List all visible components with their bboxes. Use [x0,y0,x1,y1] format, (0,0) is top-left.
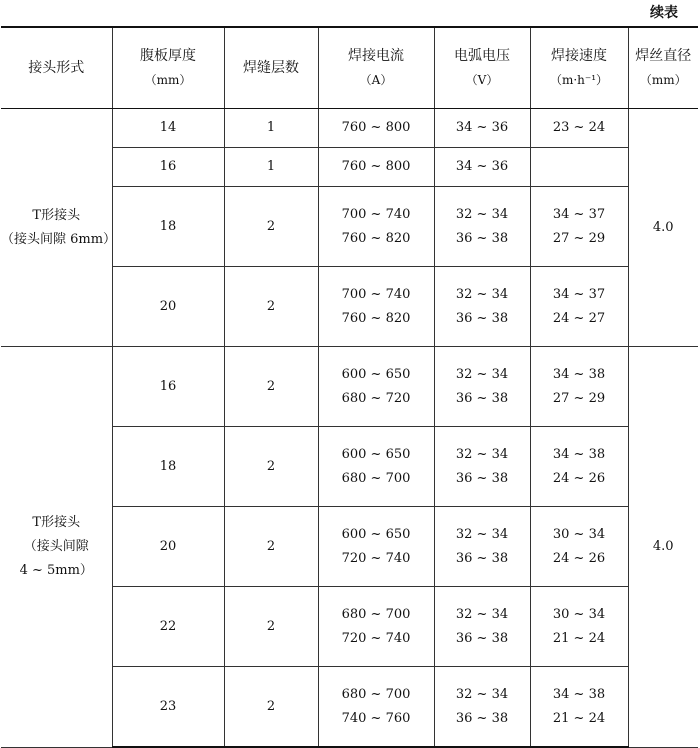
voltage-value: 32 ~ 34 [455,206,509,222]
header-web-thickness [112,27,224,109]
layers-cell: 2 [224,667,318,748]
thickness-cell: 14 [112,109,224,148]
speed-value: 24 ~ 27 [552,310,606,326]
voltage-value: 36 ~ 38 [455,310,509,326]
voltage-cell: 34 ~ 36 [434,109,530,148]
thickness-cell: 23 [112,667,224,748]
speed-value: 21 ~ 24 [552,630,606,646]
layers-cell: 2 [224,507,318,587]
voltage-cell: 34 ~ 36 [434,148,530,187]
voltage-value: 32 ~ 34 [455,526,509,542]
layers-cell: 1 [224,148,318,187]
layers-cell: 2 [224,347,318,427]
speed-cell [530,427,628,507]
header-name: 焊缝层数 [243,60,299,76]
voltage-value: 32 ~ 34 [455,366,509,382]
speed-value: 24 ~ 26 [552,550,606,566]
current-value: 760 ~ 820 [341,230,411,246]
header-joint-type [1,27,112,109]
header-unit: （A） [359,73,393,87]
header-unit: （m·h⁻¹） [549,73,609,87]
voltage-value: 36 ~ 38 [455,710,509,726]
voltage-cell [434,267,530,347]
current-cell [318,267,434,347]
header-arc-voltage [434,27,530,109]
layers-cell: 2 [224,267,318,347]
speed-value: 34 ~ 37 [552,206,606,222]
header-name: 电弧电压 [454,48,510,64]
current-value: 600 ~ 650 [341,526,411,542]
speed-value: 34 ~ 37 [552,286,606,302]
current-cell [318,587,434,667]
thickness-cell: 18 [112,187,224,267]
current-cell: 760 ~ 800 [318,109,434,148]
voltage-cell [434,347,530,427]
current-value: 680 ~ 720 [341,390,411,406]
voltage-cell [434,667,530,748]
layers-cell: 2 [224,587,318,667]
speed-value: 27 ~ 29 [552,230,606,246]
layers-cell: 2 [224,427,318,507]
speed-cell [530,347,628,427]
joint-gap-line: （接头间隙 6mm） [1,231,117,247]
voltage-value: 36 ~ 38 [455,470,509,486]
welding-parameters-table [1,26,698,748]
speed-value: 34 ~ 38 [552,686,606,702]
current-cell [318,667,434,748]
header-name: 焊接速度 [551,48,607,64]
header-name: 焊接电流 [348,48,404,64]
voltage-value: 32 ~ 34 [455,286,509,302]
speed-cell [530,148,628,187]
header-wire-diameter [628,27,698,109]
current-value: 600 ~ 650 [341,366,411,382]
voltage-value: 36 ~ 38 [455,230,509,246]
table-row [1,347,698,427]
layers-cell: 2 [224,187,318,267]
speed-value: 27 ~ 29 [552,390,606,406]
voltage-value: 32 ~ 34 [455,446,509,462]
header-row [1,27,698,109]
header-name: 接头形式 [28,60,85,76]
current-value: 740 ~ 760 [341,710,411,726]
speed-cell [530,187,628,267]
voltage-value: 32 ~ 34 [455,606,509,622]
speed-value: 21 ~ 24 [552,710,606,726]
voltage-cell [434,587,530,667]
current-cell [318,507,434,587]
current-value: 680 ~ 700 [341,686,411,702]
current-value: 680 ~ 700 [341,470,411,486]
joint-type-line: T形接头 [32,207,81,223]
wire-diameter-cell: 4.0 [628,109,698,347]
voltage-value: 32 ~ 34 [455,686,509,702]
joint-type-cell [1,109,117,347]
thickness-cell: 18 [112,427,224,507]
thickness-cell: 20 [112,507,224,587]
header-welding-current [318,27,434,109]
current-cell: 760 ~ 800 [318,148,434,187]
current-cell [318,427,434,507]
header-name: 焊丝直径 [635,48,692,64]
current-cell [318,347,434,427]
current-value: 760 ~ 820 [341,310,411,326]
thickness-cell: 16 [112,347,224,427]
current-value: 700 ~ 740 [341,286,411,302]
current-value: 680 ~ 700 [341,606,411,622]
current-value: 720 ~ 740 [341,550,411,566]
voltage-value: 36 ~ 38 [455,550,509,566]
speed-cell [530,587,628,667]
continued-label: 续表 [650,5,678,21]
wire-diameter-cell: 4.0 [628,347,698,748]
header-name: 腹板厚度 [140,48,196,64]
current-value: 700 ~ 740 [341,206,411,222]
joint-type-line: T形接头 [32,514,81,530]
speed-cell: 23 ~ 24 [530,109,628,148]
header-unit: （mm） [639,73,687,87]
current-value: 720 ~ 740 [341,630,411,646]
joint-gap-line: （接头间隙 [23,538,89,554]
voltage-value: 36 ~ 38 [455,630,509,646]
thickness-cell: 20 [112,267,224,347]
thickness-cell: 16 [112,148,224,187]
current-value: 600 ~ 650 [341,446,411,462]
speed-cell [530,267,628,347]
thickness-cell: 22 [112,587,224,667]
joint-type-cell [1,347,112,748]
speed-value: 34 ~ 38 [552,446,606,462]
speed-cell [530,507,628,587]
table-row [1,109,698,148]
voltage-cell [434,187,530,267]
speed-value: 34 ~ 38 [552,366,606,382]
voltage-value: 36 ~ 38 [455,390,509,406]
layers-cell: 1 [224,109,318,148]
speed-value: 24 ~ 26 [552,470,606,486]
header-unit: （V） [465,73,499,87]
header-welding-speed [530,27,628,109]
speed-value: 30 ~ 34 [552,526,606,542]
current-cell [318,187,434,267]
voltage-cell [434,507,530,587]
voltage-cell [434,427,530,507]
header-weld-layers [224,27,318,109]
speed-value: 30 ~ 34 [552,606,606,622]
joint-gap-line: 4 ~ 5mm） [19,562,93,578]
speed-cell [530,667,628,748]
header-unit: （mm） [144,73,192,87]
